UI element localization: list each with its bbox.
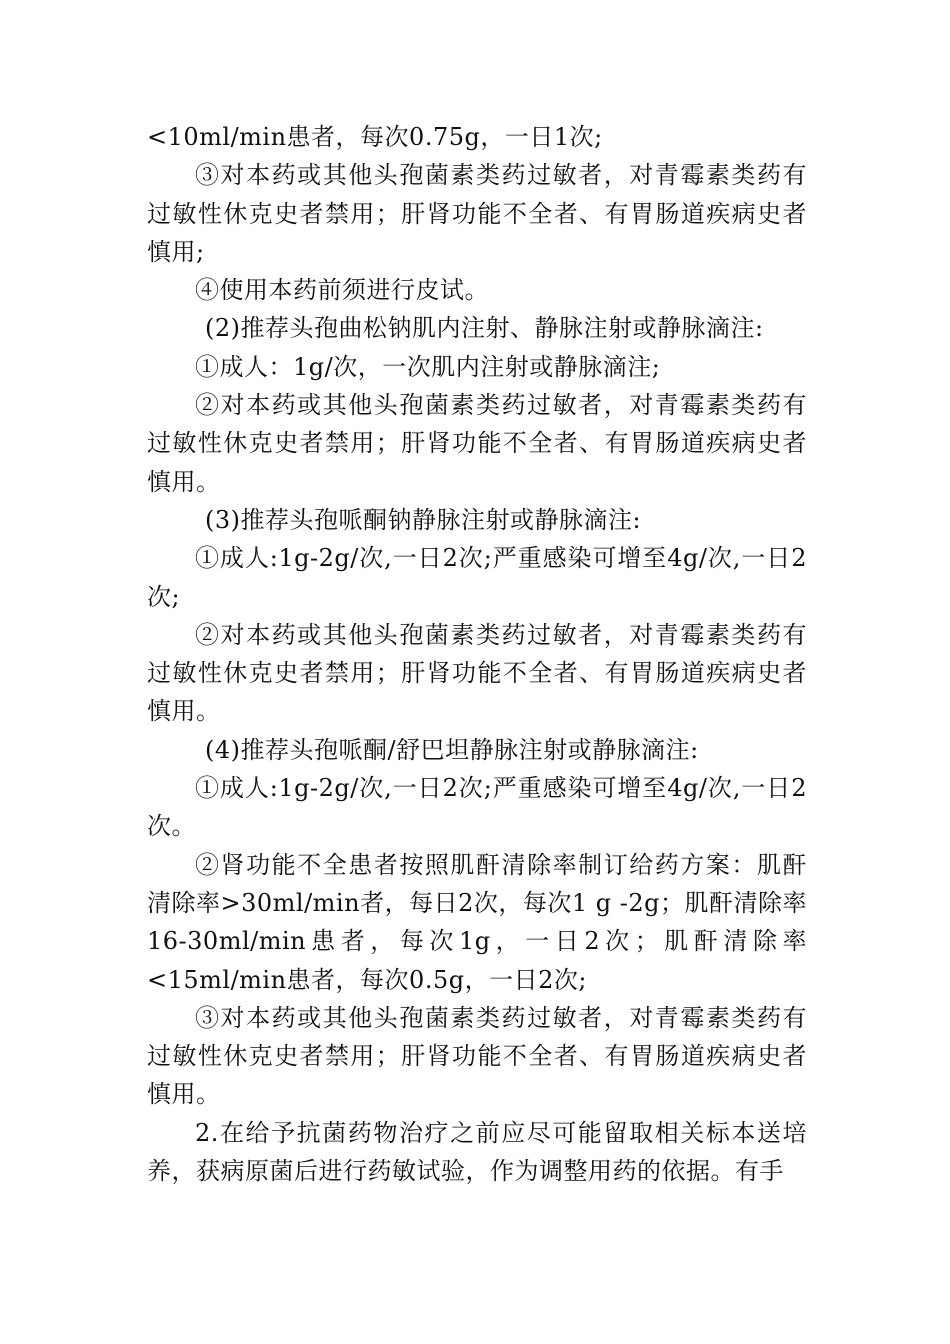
heading-ceftriaxone: (2)推荐头孢曲松钠肌内注射、静脉注射或静脉滴注: (205, 314, 764, 343)
heading-cefoperazone-sulbactam: (4)推荐头孢哌酮/舒巴坦静脉注射或静脉滴注: (205, 735, 699, 764)
paragraph-allergy-warning-3: ②对本药或其他头孢菌素类药过敏者，对青霉素类药有过敏性休克史者禁用；肝肾功能不全者、有胃肠道疾病史者慎用。 (147, 620, 807, 726)
paragraph-cefoperazone-adult-dose: ①成人:1g-2g/次,一日2次;严重感染可增至4g/次,一日2次; (147, 544, 807, 611)
document-page (147, 118, 807, 1190)
paragraph-sulbactam-adult-dose: ①成人:1g-2g/次,一日2次;严重感染可增至4g/次,一日2次。 (147, 774, 807, 841)
paragraph-dose-low-clearance: <10ml/min患者，每次0.75g，一日1次; (147, 123, 603, 151)
heading-cefoperazone: (3)推荐头孢哌酮钠静脉注射或静脉滴注: (205, 505, 642, 534)
paragraph-allergy-warning-1: ③对本药或其他头孢菌素类药过敏者，对青霉素类药有过敏性休克史者禁用；肝肾功能不全者、有胃肠道疾病史者慎用; (147, 161, 807, 266)
paragraph-allergy-warning-4: ③对本药或其他头孢菌素类药过敏者，对青霉素类药有过敏性休克史者禁用；肝肾功能不全者、有胃肠道疾病史者慎用。 (147, 1003, 807, 1109)
paragraph-ceftriaxone-adult-dose: ①成人：1g/次，一次肌内注射或静脉滴注; (195, 352, 661, 381)
paragraph-renal-dosing: ②肾功能不全患者按照肌酐清除率制订给药方案：肌酐清除率>30ml/min者，每日2次，每次1 g -2g；肌酐清除率16-30ml/min患者，每次1g，一日2次；肌酐清除率<15ml/min患者，每次0.5g，一日2次; (147, 850, 807, 994)
paragraph-allergy-warning-2: ②对本药或其他头孢菌素类药过敏者，对青霉素类药有过敏性休克史者禁用；肝肾功能不全者、有胃肠道疾病史者慎用。 (147, 391, 807, 496)
paragraph-skin-test: ④使用本药前须进行皮试。 (195, 276, 489, 305)
paragraph-culture-before-treatment: 2.在给予抗菌药物治疗之前应尽可能留取相关标本送培养，获病原菌后进行药敏试验，作为调整用药的依据。有手 (147, 1118, 807, 1186)
